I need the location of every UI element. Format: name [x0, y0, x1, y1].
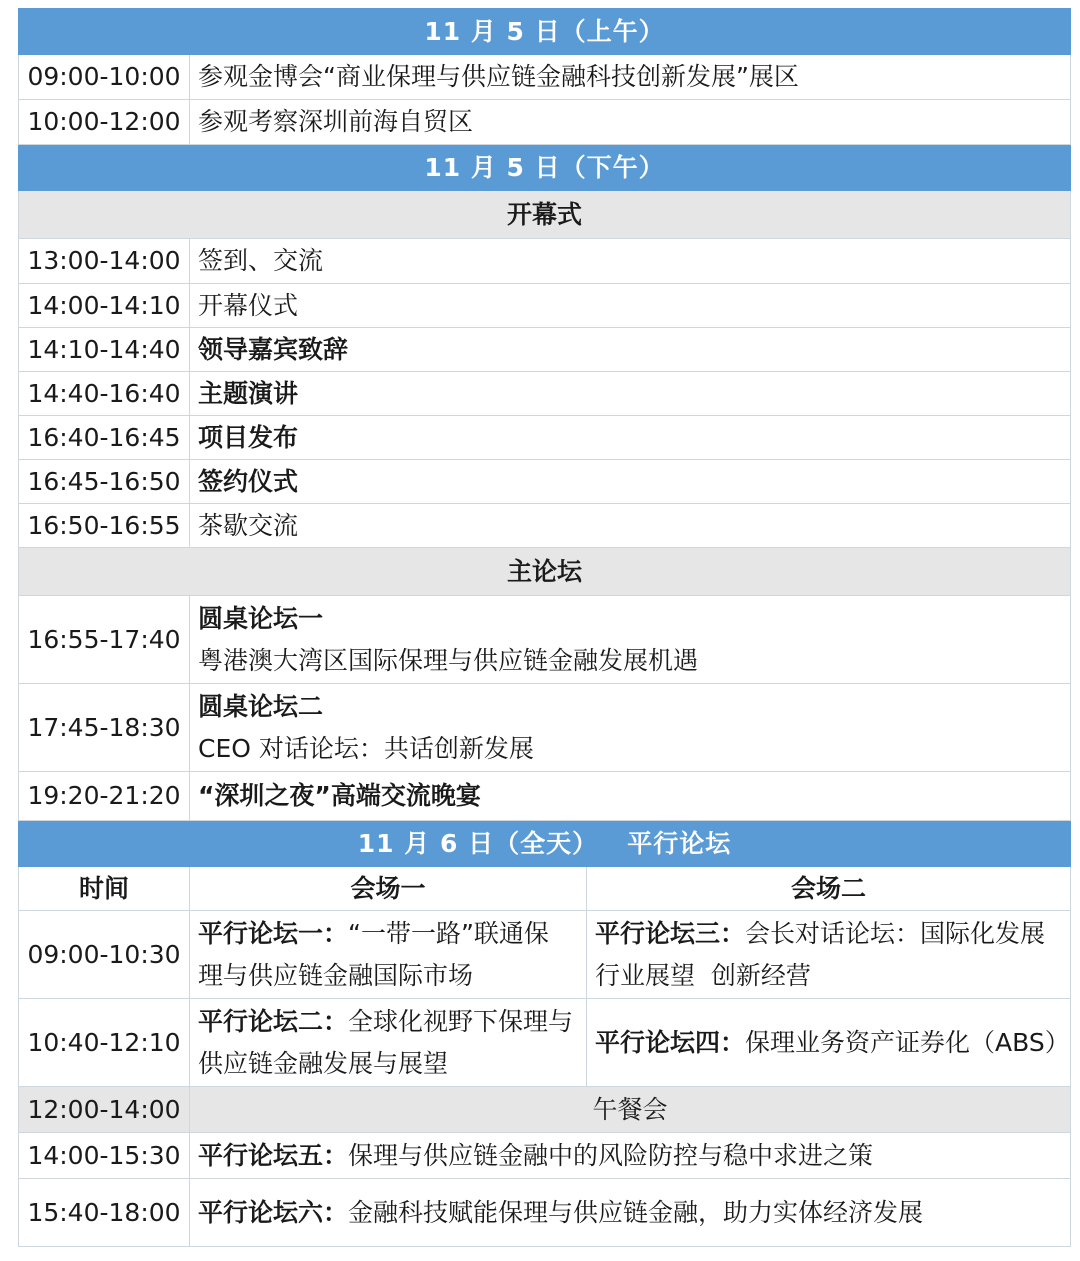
column-header-venue2: 会场二	[587, 867, 1071, 911]
time-cell: 16:50-16:55	[19, 504, 190, 548]
activity-cell: 签到、交流	[190, 239, 1071, 284]
activity-cell: 主题演讲	[190, 372, 1071, 416]
subsection-title: 开幕式	[19, 191, 1071, 239]
time-cell: 14:10-14:40	[19, 328, 190, 372]
subsection-row	[19, 548, 1071, 596]
time-cell: 13:00-14:00	[19, 239, 190, 284]
time-cell: 09:00-10:30	[19, 911, 190, 999]
time-cell: 15:40-18:00	[19, 1179, 190, 1247]
time-cell: 10:00-12:00	[19, 100, 190, 145]
forum-topic: “一带一路”联通保	[348, 918, 549, 948]
forum-topic: 全球化视野下保理与	[348, 1006, 574, 1036]
section-header-row	[19, 145, 1071, 191]
schedule-row	[19, 239, 1071, 284]
venue1-cell	[190, 911, 587, 999]
forum-title: 平行论坛四：	[595, 1027, 746, 1057]
activity-cell	[190, 1179, 1071, 1247]
schedule-row	[19, 416, 1071, 460]
forum-topic: 金融科技赋能保理与供应链金融，助力实体经济发展	[348, 1197, 924, 1227]
forum-topic: 粤港澳大湾区国际保理与供应链金融发展机遇	[198, 645, 699, 675]
lunch-cell: 午餐会	[190, 1087, 1071, 1133]
time-cell: 16:55-17:40	[19, 596, 190, 684]
schedule-row	[19, 100, 1071, 145]
activity-cell: 开幕仪式	[190, 284, 1071, 328]
forum-title: 圆桌论坛二	[198, 691, 324, 721]
time-cell: 16:40-16:45	[19, 416, 190, 460]
activity-cell: 领导嘉宾致辞	[190, 328, 1071, 372]
schedule-row	[19, 1133, 1071, 1179]
forum-topic: 保理业务资产证券化（ABS）	[745, 1027, 1070, 1057]
forum-title: 平行论坛六：	[198, 1197, 349, 1227]
time-cell: 19:20-21:20	[19, 772, 190, 821]
forum-topic: 保理与供应链金融中的风险防控与稳中求进之策	[348, 1140, 874, 1170]
schedule-row	[19, 504, 1071, 548]
forum-title: 平行论坛二：	[198, 1006, 349, 1036]
forum-topic: 会长对话论坛：国际化发展	[745, 918, 1046, 948]
activity-cell: 参观金博会“商业保理与供应链金融科技创新发展”展区	[190, 55, 1071, 100]
activity-cell: 茶歇交流	[190, 504, 1071, 548]
time-cell: 12:00-14:00	[19, 1087, 190, 1133]
section-header: 11 月 5 日（上午）	[19, 9, 1071, 55]
activity-cell: “深圳之夜”高端交流晚宴	[190, 772, 1071, 821]
time-cell: 14:00-15:30	[19, 1133, 190, 1179]
forum-topic-cont: 理与供应链金融国际市场	[198, 960, 474, 990]
time-cell: 09:00-10:00	[19, 55, 190, 100]
schedule-row	[19, 684, 1071, 772]
section-header: 11 月 5 日（下午）	[19, 145, 1071, 191]
schedule-row	[19, 1179, 1071, 1247]
venue2-cell	[587, 999, 1071, 1087]
activity-cell: 签约仪式	[190, 460, 1071, 504]
column-header-venue1: 会场一	[190, 867, 587, 911]
venue2-cell	[587, 911, 1071, 999]
schedule-row	[19, 55, 1071, 100]
forum-topic-cont: 供应链金融发展与展望	[198, 1048, 449, 1078]
section-header-row	[19, 821, 1071, 867]
schedule-row	[19, 596, 1071, 684]
section-header: 11 月 6 日（全天） 平行论坛	[19, 821, 1071, 867]
forum-title: 圆桌论坛一	[198, 603, 324, 633]
time-cell: 16:45-16:50	[19, 460, 190, 504]
schedule-row	[19, 460, 1071, 504]
forum-topic: CEO 对话论坛：共话创新发展	[198, 733, 534, 763]
subsection-row	[19, 191, 1071, 239]
forum-topic-cont: 行业展望 创新经营	[595, 960, 811, 990]
time-cell: 14:00-14:10	[19, 284, 190, 328]
activity-cell: 参观考察深圳前海自贸区	[190, 100, 1071, 145]
schedule-row	[19, 328, 1071, 372]
time-cell: 14:40-16:40	[19, 372, 190, 416]
column-header-row	[19, 867, 1071, 911]
forum-title: 平行论坛三：	[595, 918, 746, 948]
time-cell: 10:40-12:10	[19, 999, 190, 1087]
schedule-row	[19, 284, 1071, 328]
venue1-cell	[190, 999, 587, 1087]
activity-cell	[190, 684, 1071, 772]
activity-cell	[190, 596, 1071, 684]
parallel-row	[19, 911, 1071, 999]
forum-title: 平行论坛五：	[198, 1140, 349, 1170]
schedule-row	[19, 772, 1071, 821]
parallel-row	[19, 999, 1071, 1087]
section-header-row	[19, 9, 1071, 55]
column-header-time: 时间	[19, 867, 190, 911]
forum-title: 平行论坛一：	[198, 918, 349, 948]
schedule-row	[19, 372, 1071, 416]
lunch-row	[19, 1087, 1071, 1133]
subsection-title: 主论坛	[19, 548, 1071, 596]
time-cell: 17:45-18:30	[19, 684, 190, 772]
activity-cell: 项目发布	[190, 416, 1071, 460]
agenda-table	[18, 8, 1071, 1247]
activity-cell	[190, 1133, 1071, 1179]
